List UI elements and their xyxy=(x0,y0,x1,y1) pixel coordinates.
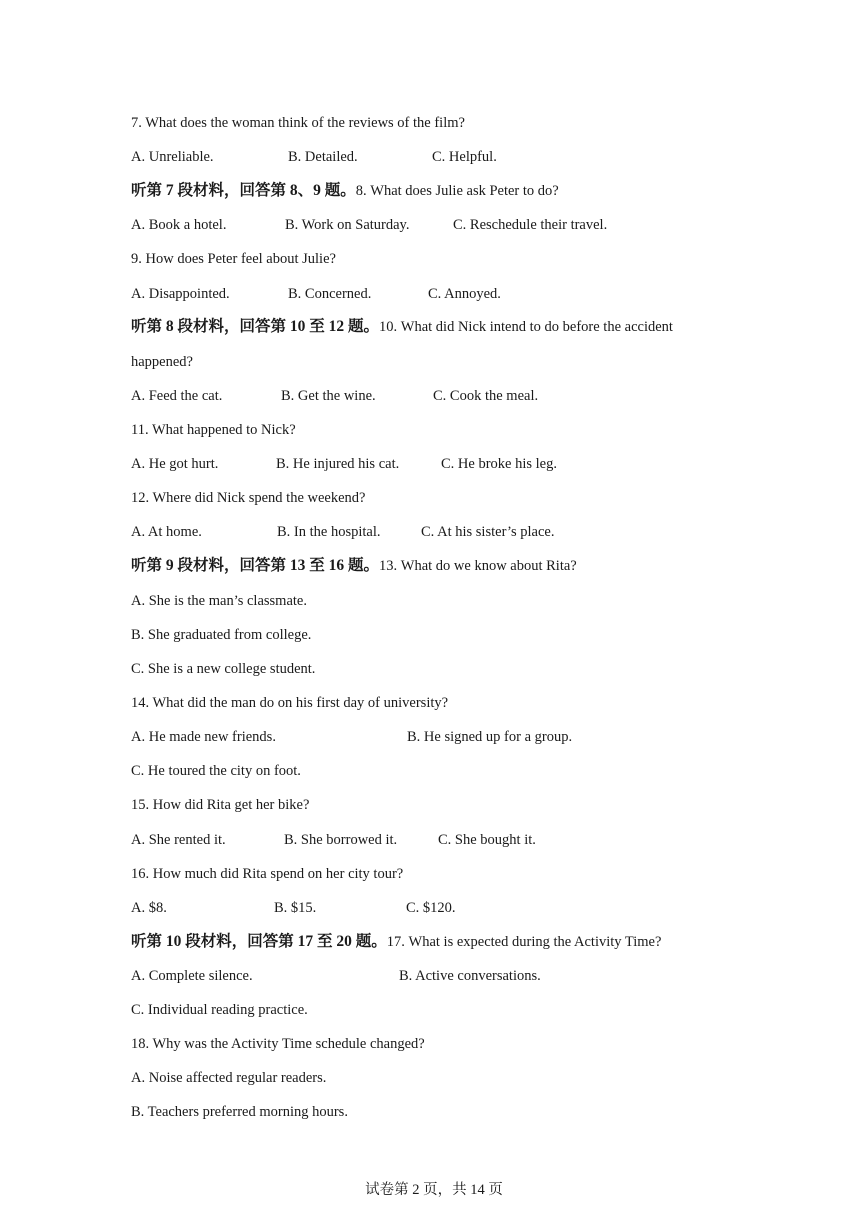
option-a: A. Unreliable. xyxy=(131,149,214,165)
option-b: B. He signed up for a group. xyxy=(407,729,573,745)
question-18-option-b: B. Teachers preferred morning hours. xyxy=(131,1104,348,1120)
question-8: 8. What does Julie ask Peter to do? xyxy=(355,183,559,199)
question-14: 14. What did the man do on his first day of university? xyxy=(131,695,449,711)
question-13-option-a: A. She is the man’s classmate. xyxy=(131,593,307,609)
option-b: B. He injured his cat. xyxy=(276,456,400,472)
option-c: C. Helpful. xyxy=(432,149,497,165)
section-header: 听第 8 段材料，回答第 10 至 12 题。 xyxy=(131,318,380,335)
option-c: C. Annoyed. xyxy=(428,286,501,302)
option-b: B. Active conversations. xyxy=(399,968,541,984)
option-c: C. $120. xyxy=(406,900,456,916)
option-c: C. Reschedule their travel. xyxy=(453,217,608,233)
question-13-option-c: C. She is a new college student. xyxy=(131,661,316,677)
question-15: 15. How did Rita get her bike? xyxy=(131,797,310,813)
option-a: A. Book a hotel. xyxy=(131,217,227,233)
option-a: A. Feed the cat. xyxy=(131,388,223,404)
option-b: B. In the hospital. xyxy=(277,524,381,540)
section-7-line xyxy=(131,182,559,200)
section-10-line xyxy=(131,933,661,951)
section-header: 听第 10 段材料，回答第 17 至 20 题。 xyxy=(131,933,387,950)
option-a: A. At home. xyxy=(131,524,202,540)
question-10: 10. What did Nick intend to do before the accident xyxy=(379,319,673,335)
option-c: C. At his sister’s place. xyxy=(421,524,555,540)
option-b: B. Concerned. xyxy=(288,286,372,302)
option-a: A. He got hurt. xyxy=(131,456,219,472)
option-c: C. Cook the meal. xyxy=(433,388,539,404)
section-header: 听第 7 段材料，回答第 8、9 题。 xyxy=(131,182,356,199)
option-b: B. $15. xyxy=(274,900,317,916)
section-header: 听第 9 段材料，回答第 13 至 16 题。 xyxy=(131,557,380,574)
question-18-option-a: A. Noise affected regular readers. xyxy=(131,1070,327,1086)
section-8-line xyxy=(131,318,673,336)
option-a: A. Complete silence. xyxy=(131,968,253,984)
option-a: A. Disappointed. xyxy=(131,286,230,302)
question-13-option-b: B. She graduated from college. xyxy=(131,627,312,643)
question-13: 13. What do we know about Rita? xyxy=(379,558,577,574)
question-11: 11. What happened to Nick? xyxy=(131,422,296,438)
option-b: B. Detailed. xyxy=(288,149,358,165)
question-17-option-c: C. Individual reading practice. xyxy=(131,1002,308,1018)
question-18: 18. Why was the Activity Time schedule changed? xyxy=(131,1036,425,1052)
option-c: C. She bought it. xyxy=(438,832,536,848)
page-footer: 试卷第 2 页，共 14 页 xyxy=(365,1182,503,1198)
question-16: 16. How much did Rita spend on her city tour? xyxy=(131,866,404,882)
option-c: C. He broke his leg. xyxy=(441,456,557,472)
option-b: B. Work on Saturday. xyxy=(285,217,410,233)
option-b: B. She borrowed it. xyxy=(284,832,398,848)
question-7: 7. What does the woman think of the reviews of the film? xyxy=(131,115,465,131)
option-a: A. He made new friends. xyxy=(131,729,276,745)
question-14-option-c: C. He toured the city on foot. xyxy=(131,763,301,779)
question-17: 17. What is expected during the Activity Time? xyxy=(386,934,662,950)
option-a: A. $8. xyxy=(131,900,167,916)
option-a: A. She rented it. xyxy=(131,832,226,848)
question-9: 9. How does Peter feel about Julie? xyxy=(131,251,336,267)
question-10-continued: happened? xyxy=(131,354,193,370)
option-b: B. Get the wine. xyxy=(281,388,376,404)
question-12: 12. Where did Nick spend the weekend? xyxy=(131,490,366,506)
section-9-line xyxy=(131,557,577,575)
